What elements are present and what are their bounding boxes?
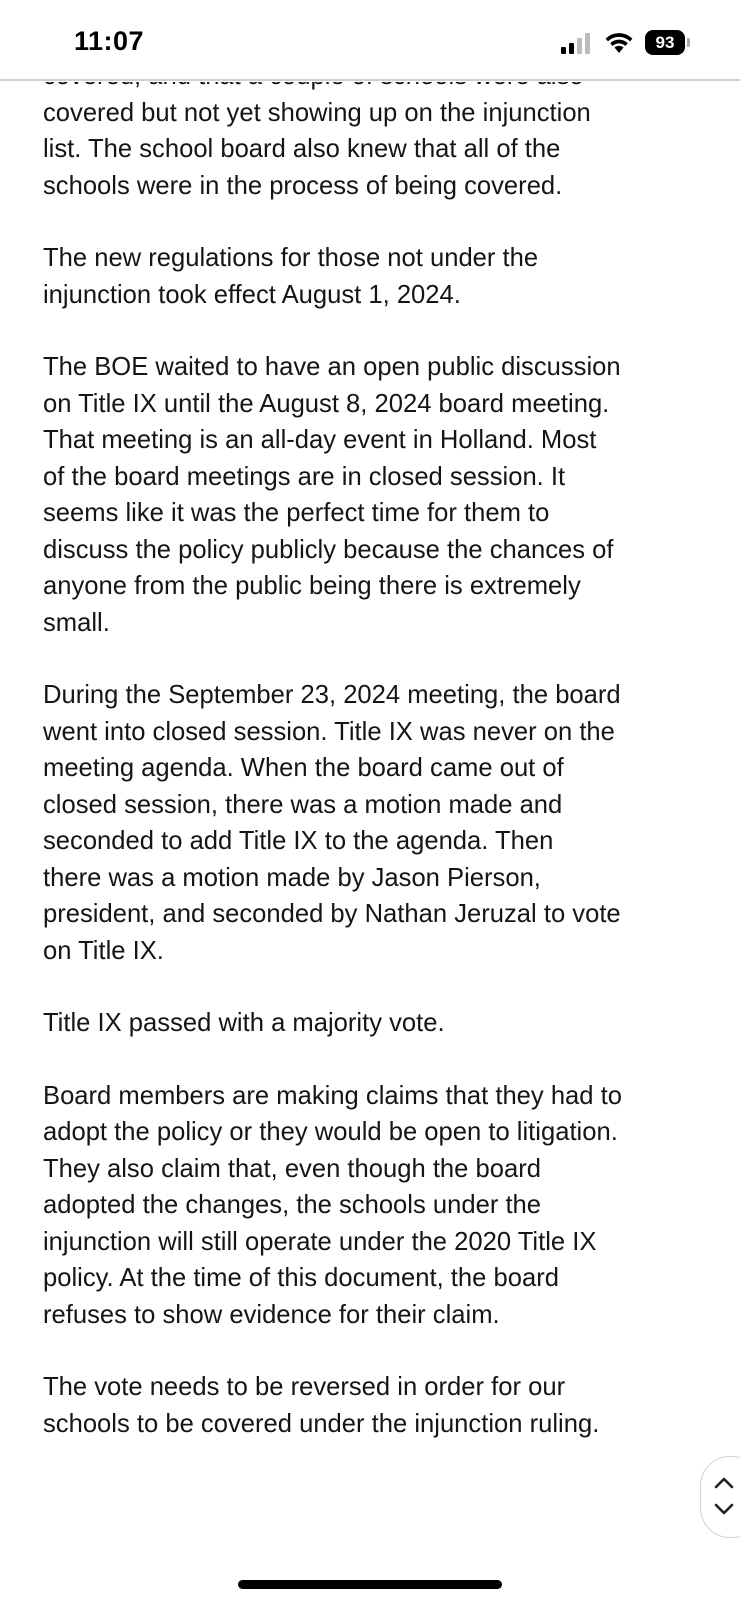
- chevron-down-icon[interactable]: [713, 1501, 735, 1517]
- paragraph-7: [43, 1369, 723, 1442]
- text-line: Board members are making claims that they had to: [43, 1081, 622, 1110]
- text-line: adopted the changes, the schools under the: [43, 1191, 542, 1219]
- paragraph-6: [43, 1078, 723, 1334]
- signal-icon: [561, 32, 595, 54]
- text-line: injunction took effect August 1, 2024.: [43, 280, 461, 309]
- text-line: Title IX passed with a majority vote.: [43, 1009, 445, 1037]
- text-line: there was a motion made by Jason Pierson,: [43, 863, 541, 892]
- text-line: That meeting is an all-day event in Holland. Most: [43, 426, 597, 454]
- battery-level: 93: [645, 30, 685, 55]
- text-line: went into closed session. Title IX was never on the: [43, 717, 615, 746]
- text-line: schools to be covered under the injunction ruling.: [43, 1409, 600, 1438]
- text-line: They also claim that, even though the board: [43, 1154, 541, 1183]
- text-line: covered but not yet showing up on the injunction: [43, 98, 591, 127]
- text-line: on Title IX until the August 8, 2024 board meeting.: [43, 389, 610, 418]
- paragraph-2: [43, 240, 723, 313]
- text-line: The new regulations for those not under the: [43, 244, 539, 272]
- header-divider: [0, 79, 740, 81]
- text-line: adopt the policy or they would be open to litigation.: [43, 1118, 618, 1146]
- status-bar: [0, 0, 740, 82]
- text-line: discuss the policy publicly because the chances of: [43, 535, 614, 564]
- chevron-up-icon[interactable]: [713, 1475, 735, 1491]
- battery-tip: [687, 38, 690, 47]
- battery-icon: [645, 30, 690, 55]
- text-line: on Title IX.: [43, 936, 164, 965]
- page-nav-control[interactable]: [700, 1456, 740, 1538]
- text-line: closed session, there was a motion made and: [43, 790, 563, 819]
- text-line: The vote needs to be reversed in order for our: [43, 1373, 566, 1401]
- paragraph-5: [43, 1005, 723, 1042]
- text-line: schools were in the process of being covered.: [43, 171, 563, 200]
- text-line: refuses to show evidence for their claim.: [43, 1300, 500, 1329]
- status-time: 11:07: [74, 26, 145, 56]
- text-line: president, and seconded by Nathan Jeruzal to vote: [43, 900, 621, 928]
- text-line: During the September 23, 2024 meeting, the board: [43, 681, 621, 709]
- document-body: [43, 58, 723, 1478]
- wifi-icon: [604, 30, 634, 54]
- text-line: seems like it was the perfect time for them to: [43, 499, 550, 527]
- text-line: anyone from the public being there is extremely: [43, 572, 581, 600]
- text-line: list. The school board also knew that all of the: [43, 135, 561, 163]
- home-indicator[interactable]: [238, 1580, 502, 1589]
- text-line: of the board meetings are in closed session. It: [43, 462, 566, 491]
- text-line: small.: [43, 608, 110, 637]
- paragraph-4: [43, 677, 723, 969]
- text-line: injunction will still operate under the 2020 Title IX: [43, 1227, 597, 1256]
- text-line: seconded to add Title IX to the agenda. Then: [43, 827, 554, 855]
- text-line: policy. At the time of this document, the board: [43, 1264, 559, 1292]
- text-line: The BOE waited to have an open public discussion: [43, 353, 621, 381]
- text-line: meeting agenda. When the board came out of: [43, 754, 564, 782]
- paragraph-3: [43, 349, 723, 641]
